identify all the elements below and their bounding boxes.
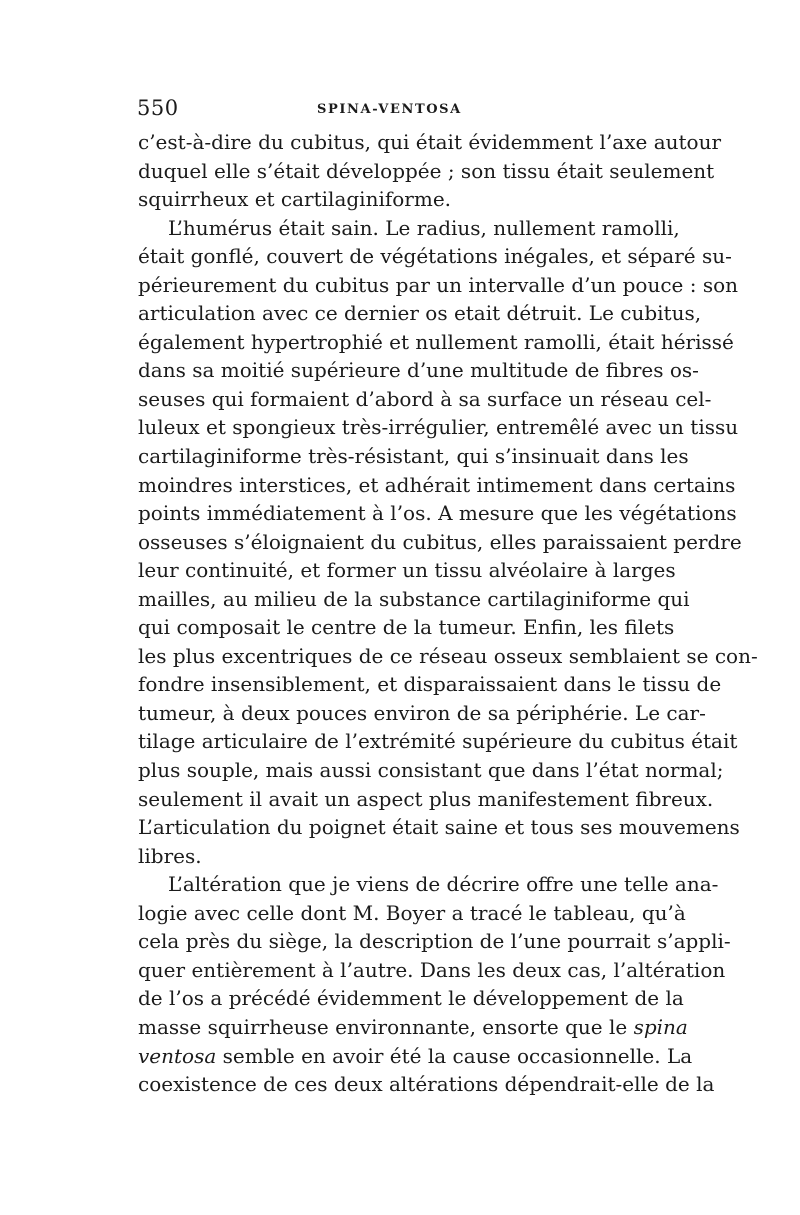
text-line: était gonflé, couvert de végétations inégales, et séparé su- <box>138 244 732 269</box>
text-line: cela près du siège, la description de l’une pourrait s’appli- <box>138 929 731 954</box>
text-line: moindres interstices, et adhérait intimement dans certains <box>138 472 736 497</box>
text-line: tumeur, à deux pouces environ de sa périphérie. Le car- <box>138 700 706 725</box>
text-line: L’humérus était sain. Le radius, nullement ramolli, <box>168 215 680 240</box>
text-line: mailles, au milieu de la substance cartilaginiforme qui <box>138 586 690 611</box>
text-line: leur continuité, et former un tissu alvéolaire à larges <box>138 558 676 583</box>
page-number: 550 <box>137 96 179 120</box>
text-line: également hypertrophié et nullement ramolli, était hérissé <box>138 329 734 354</box>
text-line: seuses qui formaient d’abord à sa surface un réseau cel- <box>138 386 712 411</box>
text-line: libres. <box>138 843 202 868</box>
text-line: plus souple, mais aussi consistant que dans l’état normal; <box>138 758 724 783</box>
text-line: luleux et spongieux très-irrégulier, entremêlé avec un tissu <box>138 415 739 440</box>
text-line: ventosa semble en avoir été la cause occasionnelle. La <box>138 1043 693 1068</box>
text-line: périeurement du cubitus par un intervalle d’un pouce : son <box>138 272 739 297</box>
text-line: duquel elle s’était développée ; son tissu était seulement <box>138 158 715 183</box>
running-head: SPINA-VENTOSA <box>317 102 462 117</box>
text-line: masse squirrheuse environnante, ensorte que le spina <box>138 1014 688 1039</box>
page-header <box>137 96 665 122</box>
text-line: cartilaginiforme très-résistant, qui s’insinuait dans les <box>138 444 689 469</box>
text-line: qui composait le centre de la tumeur. Enfin, les filets <box>138 615 675 640</box>
text-line: fondre insensiblement, et disparaissaient dans le tissu de <box>138 672 722 697</box>
text-line: tilage articulaire de l’extrémité supérieure du cubitus était <box>138 729 738 754</box>
text-line: coexistence de ces deux altérations dépendrait-elle de la <box>138 1072 715 1097</box>
body-text <box>138 128 758 1099</box>
text-line: les plus excentriques de ce réseau osseux semblaient se con- <box>138 643 758 668</box>
text-line: squirrheux et cartilaginiforme. <box>138 187 452 212</box>
text-line: seulement il avait un aspect plus manifestement fibreux. <box>138 786 714 811</box>
text-line: dans sa moitié supérieure d’une multitude de fibres os- <box>138 358 699 383</box>
text-line: osseuses s’éloignaient du cubitus, elles paraissaient perdre <box>138 529 742 554</box>
text-line: quer entièrement à l’autre. Dans les deux cas, l’altération <box>138 957 726 982</box>
text-line: articulation avec ce dernier os etait détruit. Le cubitus, <box>138 301 702 326</box>
text-line: de l’os a précédé évidemment le développement de la <box>138 986 684 1011</box>
text-line: c’est-à-dire du cubitus, qui était évidemment l’axe autour <box>138 130 722 154</box>
text-line: points immédiatement à l’os. A mesure que les végétations <box>138 501 737 526</box>
text-line: logie avec celle dont M. Boyer a tracé le tableau, qu’à <box>138 900 686 925</box>
text-line: L’articulation du poignet était saine et tous ses mouvemens <box>138 815 740 840</box>
text-line: L’altération que je viens de décrire offre une telle ana- <box>168 872 719 897</box>
